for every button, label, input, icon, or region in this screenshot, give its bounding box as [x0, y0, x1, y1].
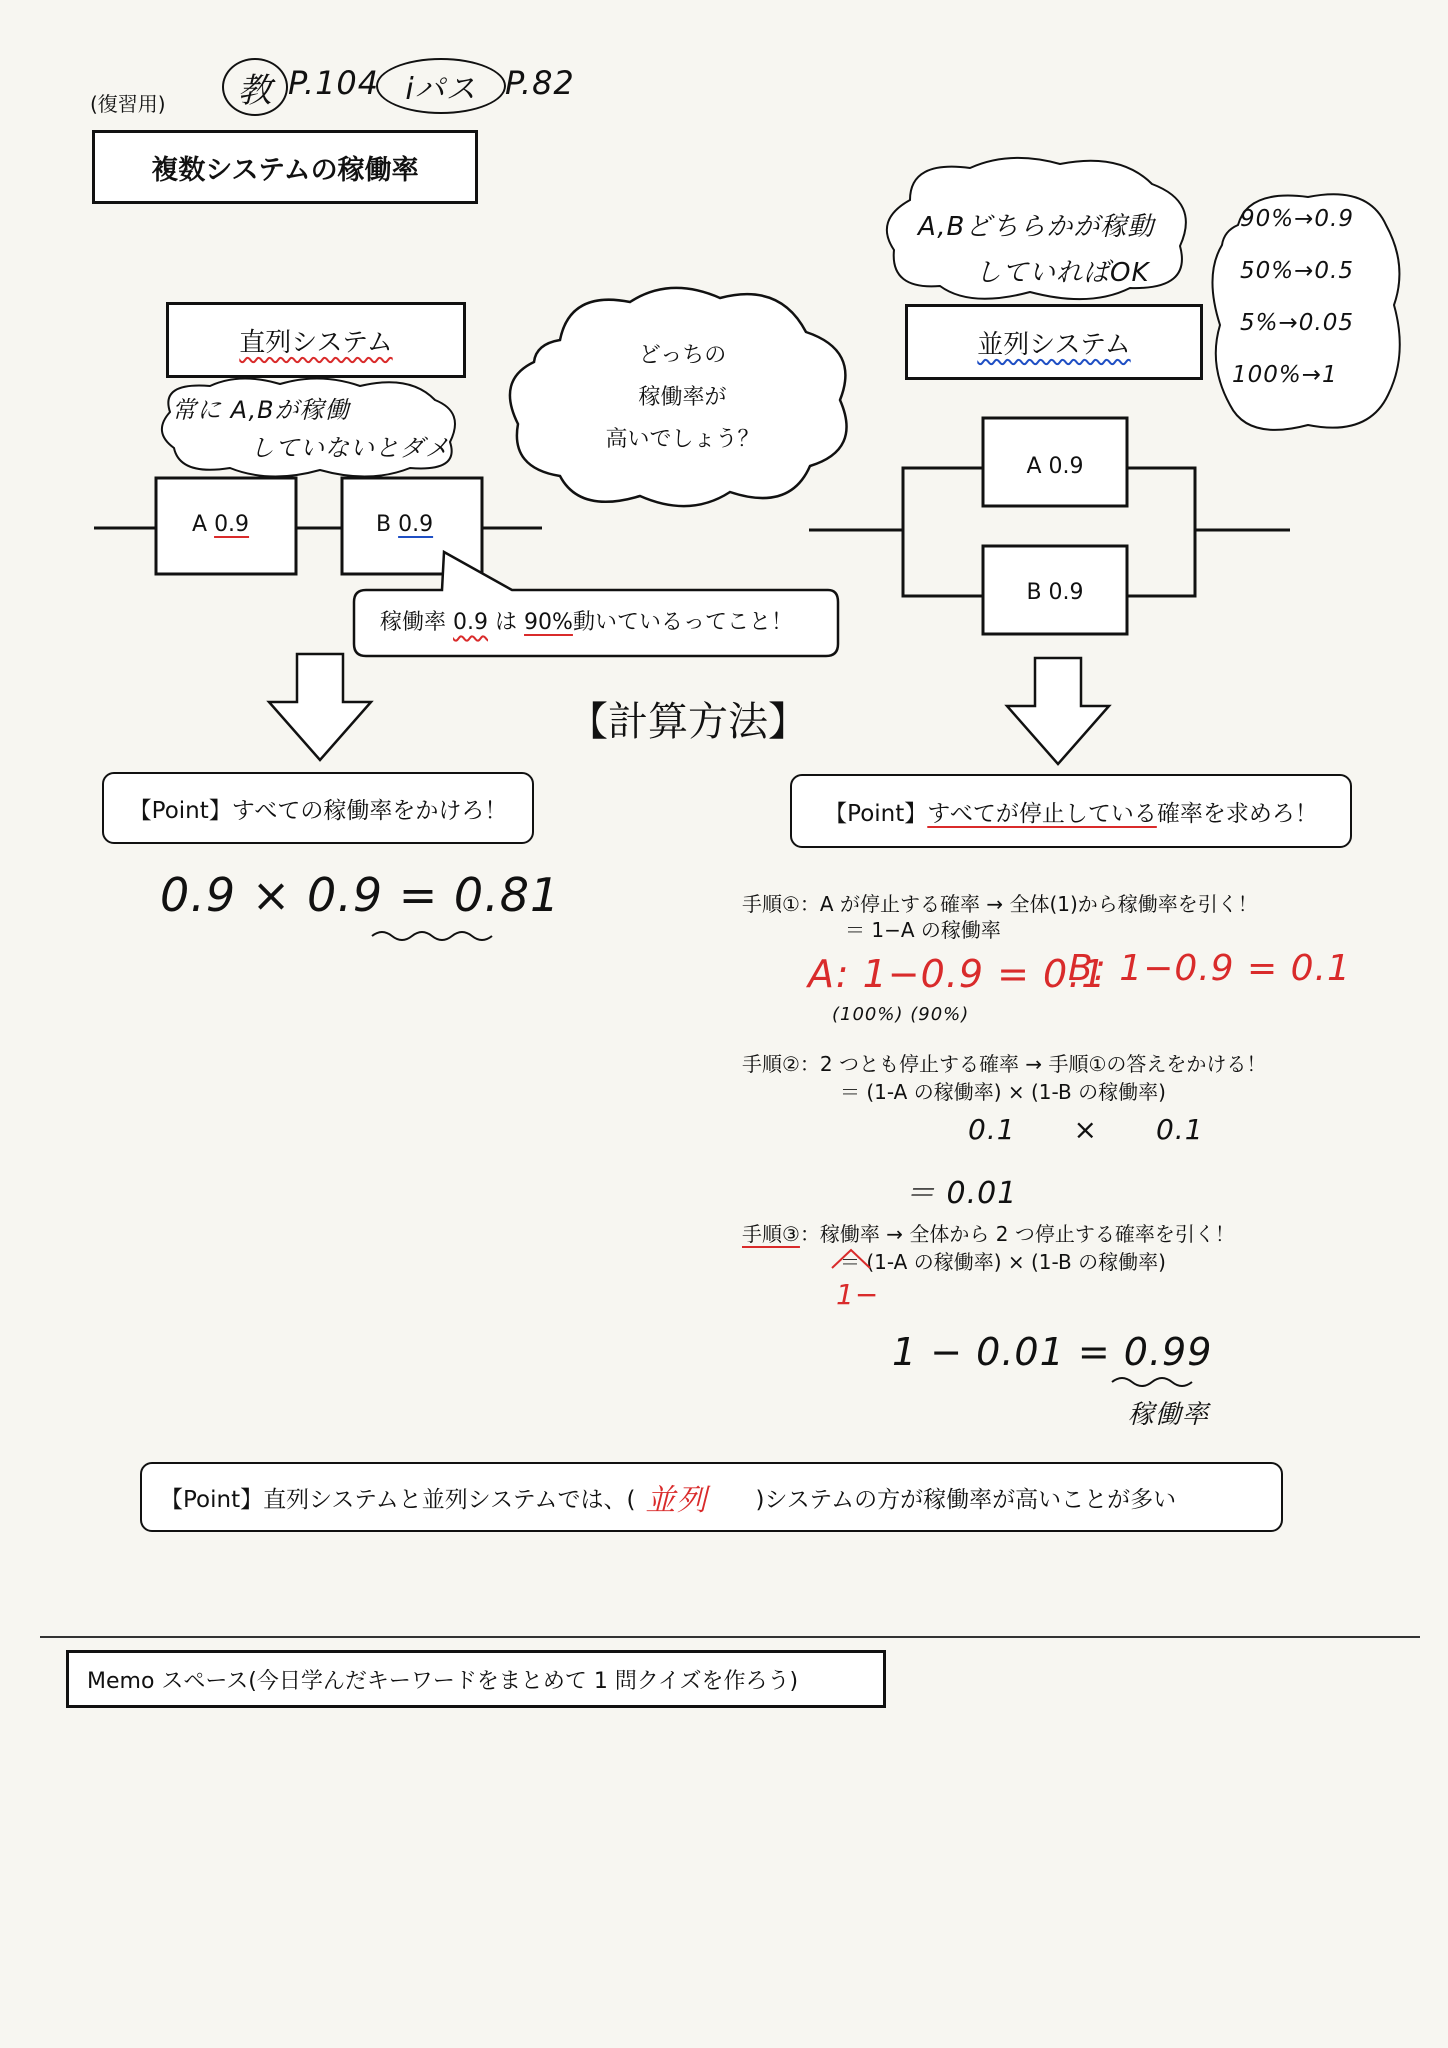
ipass-page: P.82 [505, 64, 575, 102]
page-title: 複数システムの稼働率 [92, 130, 478, 204]
parallel-comp-b-label: B 0.9 [1026, 580, 1084, 605]
callout-text: 稼働率 0.9 は 90%動いているってこと！ [380, 610, 793, 635]
series-comp-a-label: A 0.9 [192, 512, 250, 537]
callout-bubble [352, 548, 842, 660]
review-label: (復習用) [90, 92, 166, 116]
step3-line1: 手順③：稼働率 → 全体から 2 つ停止する確率を引く！ [742, 1222, 1235, 1246]
step1-hw-note: (100%) (90%) [832, 1004, 970, 1025]
step3-caret [826, 1246, 876, 1272]
conv-4: 100%→1 [1232, 362, 1338, 388]
step3-hw-note: 稼働率 [1128, 1400, 1210, 1430]
series-box [166, 302, 466, 378]
question-line2: 稼働率が [638, 385, 727, 410]
memo-text: Memo スペース(今日学んだキーワードをまとめて 1 問クイズを作ろう) [87, 1668, 799, 1694]
textbook-circle: 教 [222, 58, 288, 116]
step1-hw-a: A: 1−0.9 = 0.1 [808, 952, 1107, 996]
conv-2: 50%→0.5 [1240, 258, 1354, 284]
parallel-box [905, 304, 1203, 380]
bottom-point-box [140, 1462, 1283, 1532]
conv-3: 5%→0.05 [1240, 310, 1354, 336]
series-point-text: 【Point】すべての稼働率をかけろ！ [128, 797, 508, 824]
method-heading: 【計算方法】 [568, 699, 808, 745]
ipass-circle: iパス [376, 58, 506, 114]
parallel-point-text: 【Point】すべてが停止している確率を求めろ！ [824, 800, 1318, 827]
parallel-down-arrow [1003, 656, 1113, 768]
step1-line1: 手順①：A が停止する確率 → 全体(1)から稼働率を引く！ [742, 892, 1258, 916]
memo-box [66, 1650, 886, 1708]
parallel-comp-a-label: A 0.9 [1026, 454, 1084, 479]
step2-line2: ＝ (1-A の稼働率) × (1-B の稼働率) [840, 1080, 1166, 1104]
bottom-point-suffix: )システムの方が稼働率が高いことが多い [755, 1486, 1177, 1513]
step3-calc-underline [1108, 1372, 1198, 1392]
step2-hw-result: ＝ 0.01 [905, 1176, 1018, 1211]
step2-line1: 手順②：2 つとも停止する確率 → 手順①の答えをかける！ [742, 1052, 1267, 1076]
series-calc-underline [368, 926, 498, 946]
question-line1: どっちの [638, 343, 727, 368]
parallel-point-box [790, 774, 1352, 848]
textbook-page: P.104 [288, 64, 380, 102]
series-down-arrow [265, 652, 375, 764]
series-note-line2: していないとダメ [250, 434, 450, 462]
bottom-point-answer: 並列 [645, 1483, 708, 1518]
question-line3: 高いでしょう？ [605, 427, 760, 452]
series-comp-b-label: B 0.9 [376, 512, 434, 537]
parallel-diagram [805, 410, 1300, 640]
series-note-line1: 常に A,Bが稼働 [172, 396, 350, 424]
step3-hw-red: 1− [836, 1278, 880, 1311]
series-point-box [102, 772, 534, 844]
conv-1: 90%→0.9 [1240, 206, 1354, 232]
step2-hw-mult: 0.1 × 0.1 [968, 1113, 1204, 1146]
parallel-note-line1: A,Bどちらかが稼動 [918, 212, 1155, 242]
series-label: 直列システム [239, 327, 393, 358]
step1-hw-b: B: 1−0.9 = 0.1 [1068, 948, 1351, 989]
step1-line2: ＝ 1−A の稼働率 [845, 918, 1001, 942]
series-handwritten-calc: 0.9 × 0.9 = 0.81 [160, 868, 561, 922]
step3-hw-calc: 1 − 0.01 = 0.99 [892, 1330, 1213, 1374]
step3-line2: ＝ (1-A の稼働率) × (1-B の稼働率) [840, 1250, 1166, 1274]
parallel-label: 並列システム [977, 329, 1131, 360]
divider [40, 1636, 1420, 1638]
bottom-point-prefix: 【Point】直列システムと並列システムでは、( [160, 1486, 636, 1513]
parallel-note-line2: していればOK [975, 258, 1150, 288]
series-note-cloud [150, 372, 470, 482]
